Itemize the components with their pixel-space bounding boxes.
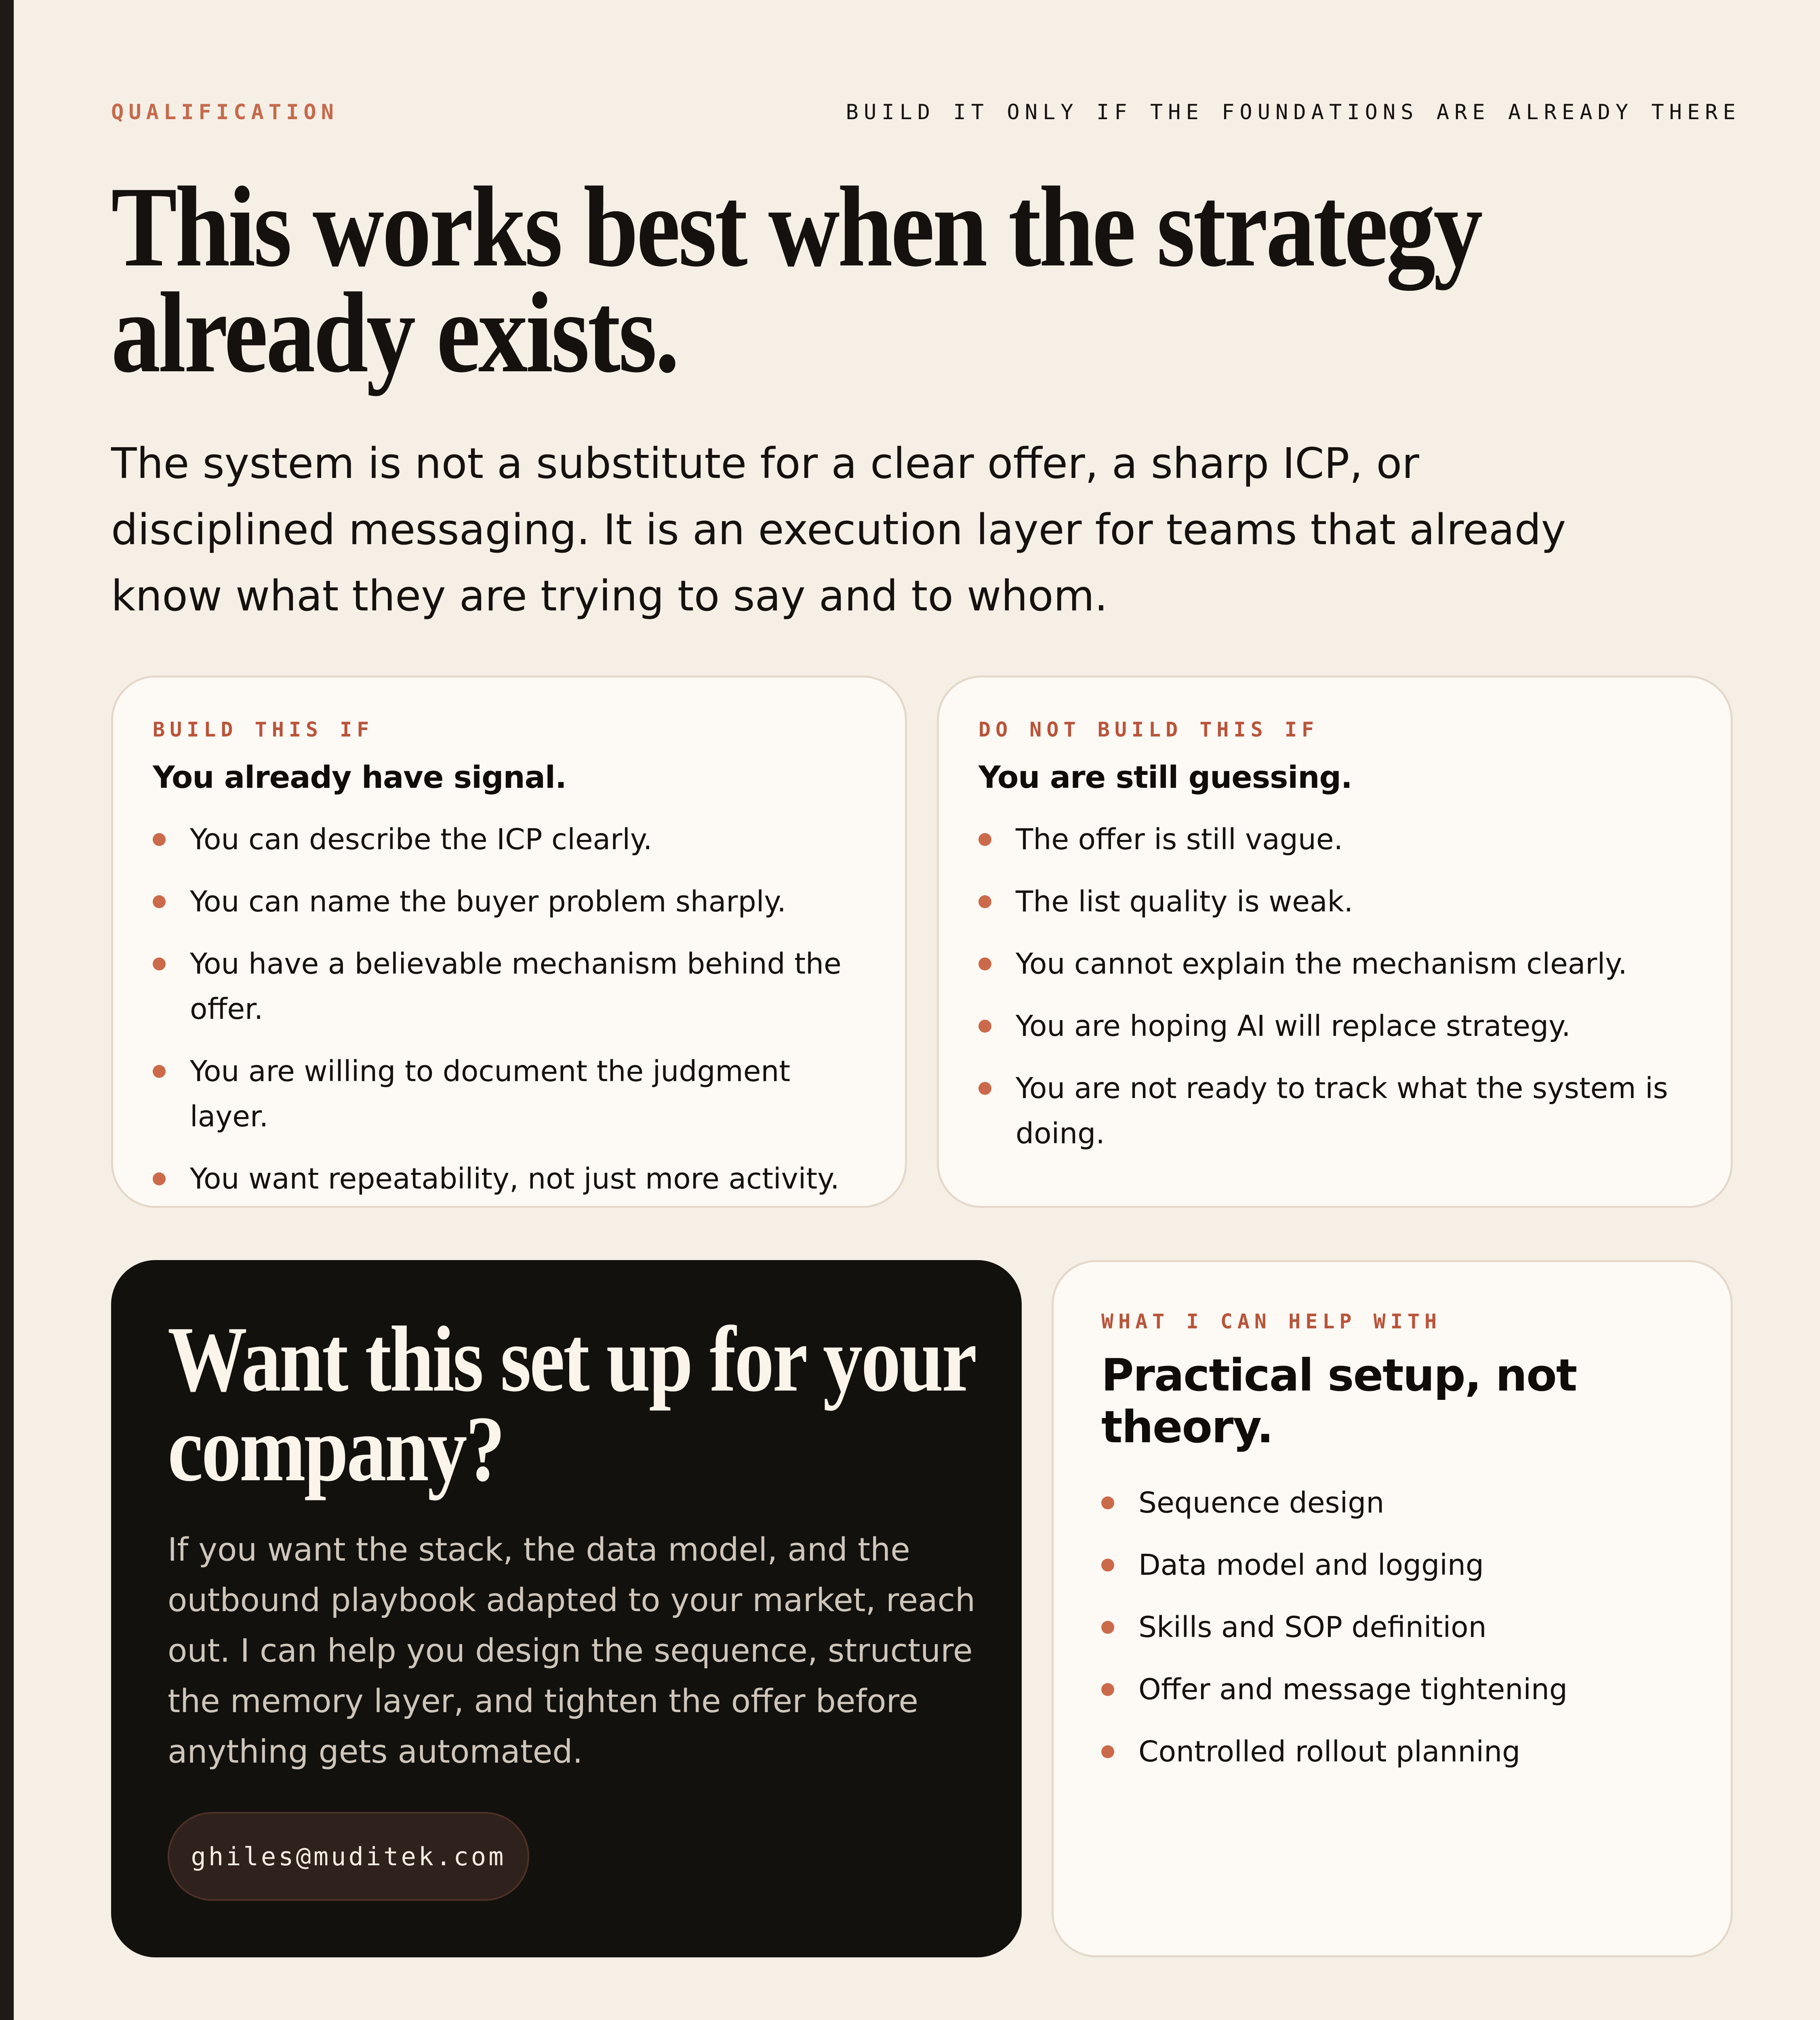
list-item: Data model and logging xyxy=(1101,1542,1698,1588)
bullet-dot-icon xyxy=(153,833,166,846)
section-tagline: BUILD IT ONLY IF THE FOUNDATIONS ARE ALREADY THERE xyxy=(846,100,1741,124)
list-item: You can name the buyer problem sharply. xyxy=(153,879,873,924)
help-card-title: Practical setup, not theory. xyxy=(1101,1349,1577,1453)
help-card-label: WHAT I CAN HELP WITH xyxy=(1101,1310,1442,1333)
list-item: You cannot explain the mechanism clearly. xyxy=(978,941,1698,987)
page-title: This works best when the strategy already exists. xyxy=(111,163,1481,396)
list-item: Skills and SOP definition xyxy=(1101,1605,1698,1650)
list-item: You are hoping AI will replace strategy. xyxy=(978,1004,1698,1049)
do-not-build-card xyxy=(937,675,1733,1208)
intro-paragraph: The system is not a substitute for a clear offer, a sharp ICP, or disciplined messaging. It is an execution layer for teams that already know what they are trying to say and to whom. xyxy=(111,439,1566,621)
dont-card-label: DO NOT BUILD THIS IF xyxy=(978,718,1319,741)
section-eyebrow: QUALIFICATION xyxy=(111,100,339,124)
bullet-dot-icon xyxy=(978,957,991,970)
list-item: You are not ready to track what the system is doing. xyxy=(978,1066,1698,1156)
build-card-label: BUILD THIS IF xyxy=(153,718,374,741)
bullet-dot-icon xyxy=(153,957,166,970)
bullet-dot-icon xyxy=(1101,1745,1114,1758)
bullet-dot-icon xyxy=(978,1020,991,1033)
list-item: Sequence design xyxy=(1101,1480,1698,1526)
list-item: Offer and message tightening xyxy=(1101,1667,1698,1712)
help-list xyxy=(1101,1480,1698,1774)
bullet-dot-icon xyxy=(153,895,166,908)
build-card-title: You already have signal. xyxy=(153,759,566,795)
list-item: Controlled rollout planning xyxy=(1101,1729,1698,1774)
list-item: The offer is still vague. xyxy=(978,817,1698,862)
list-item: You have a believable mechanism behind the offer. xyxy=(153,941,873,1032)
dont-card-title: You are still guessing. xyxy=(978,759,1352,795)
cta-title: Want this set up for your company? xyxy=(168,1307,974,1501)
bullet-dot-icon xyxy=(1101,1559,1114,1572)
build-this-if-card xyxy=(111,675,907,1208)
email-contact-button[interactable]: ghiles@muditek.com xyxy=(168,1812,529,1901)
bullet-dot-icon xyxy=(978,895,991,908)
help-card xyxy=(1052,1260,1733,1957)
bullet-dot-icon xyxy=(978,1082,991,1095)
dont-list xyxy=(978,817,1698,1156)
list-item: You are willing to document the judgment layer. xyxy=(153,1049,873,1139)
list-item: You can describe the ICP clearly. xyxy=(153,817,873,862)
list-item: You want repeatability, not just more activity. xyxy=(153,1156,873,1201)
page xyxy=(14,0,1820,2020)
list-item: The list quality is weak. xyxy=(978,879,1698,924)
bullet-dot-icon xyxy=(153,1172,166,1185)
cta-card xyxy=(111,1260,1022,1957)
bullet-dot-icon xyxy=(1101,1683,1114,1696)
bullet-dot-icon xyxy=(153,1065,166,1078)
cta-body: If you want the stack, the data model, and the outbound playbook adapted to your market, reach out. I can help you design the sequence, structure the memory layer, and tighten the offer before anything gets automated. xyxy=(168,1531,976,1770)
top-bar xyxy=(111,100,1741,124)
bullet-dot-icon xyxy=(978,833,991,846)
bullet-dot-icon xyxy=(1101,1496,1114,1509)
build-list xyxy=(153,817,873,1201)
bullet-dot-icon xyxy=(1101,1621,1114,1634)
